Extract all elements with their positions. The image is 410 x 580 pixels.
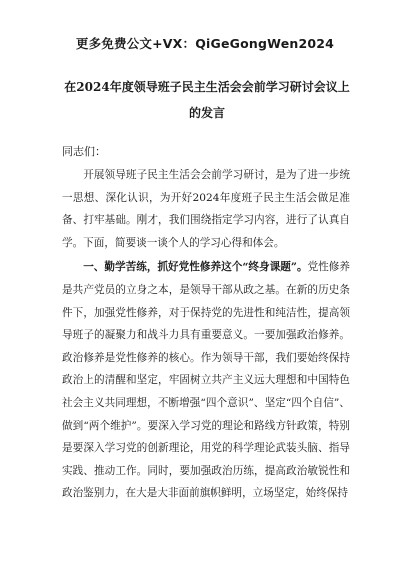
section-one-text: 党性修养是共产党员的立身之本，是领导干部从政之基。在新的历史条件下，加强党性修养，对于保持党的先进性和纯洁性，提高领导班子的凝聚力和战斗力具有重要意义。一要加强政治修养。政治修养是党性修养的核心。作为领导干部，我们要始终保持政治上的清醒和坚定，牢固树立共产主义远大理想和中国特色社会主义共同理想，不断增强“四个意识”、坚定“四个自信”、做到“两个维护”。要深入学习党的理论和路线方针政策，特别是要深入学习党的创新理论，用党的科学理论武装头脑、指导实践、推动工作。同时，要加强政治历练，提高政治敏锐性和政治鉴别力，在大是大非面前旗帜鲜明，立场坚定，始终保持 bbox=[62, 261, 350, 500]
promo-banner: 更多免费公文+VX：QiGeGongWen2024 bbox=[75, 36, 335, 51]
salutation: 同志们： bbox=[62, 145, 106, 158]
paragraph-section-one bbox=[62, 256, 350, 505]
paragraph-intro-text: 开展领导班子民主生活会会前学习研讨，是为了进一步统一思想、深化认识，为开好2024年度班子民主生活会做足准备、打牢基础。刚才，我们围绕指定学习内容，进行了认真自学。下面，简要谈一谈个人的学习心得和体会。 bbox=[62, 169, 350, 249]
section-one-heading: 一、勤学苦练，抓好党性修养这个“终身课题”。 bbox=[83, 261, 308, 274]
document-body bbox=[62, 164, 350, 505]
document-title: 在2024年度领导班子民主生活会会前学习研讨会议上的发言 bbox=[64, 80, 350, 120]
paragraph-intro bbox=[62, 164, 350, 254]
